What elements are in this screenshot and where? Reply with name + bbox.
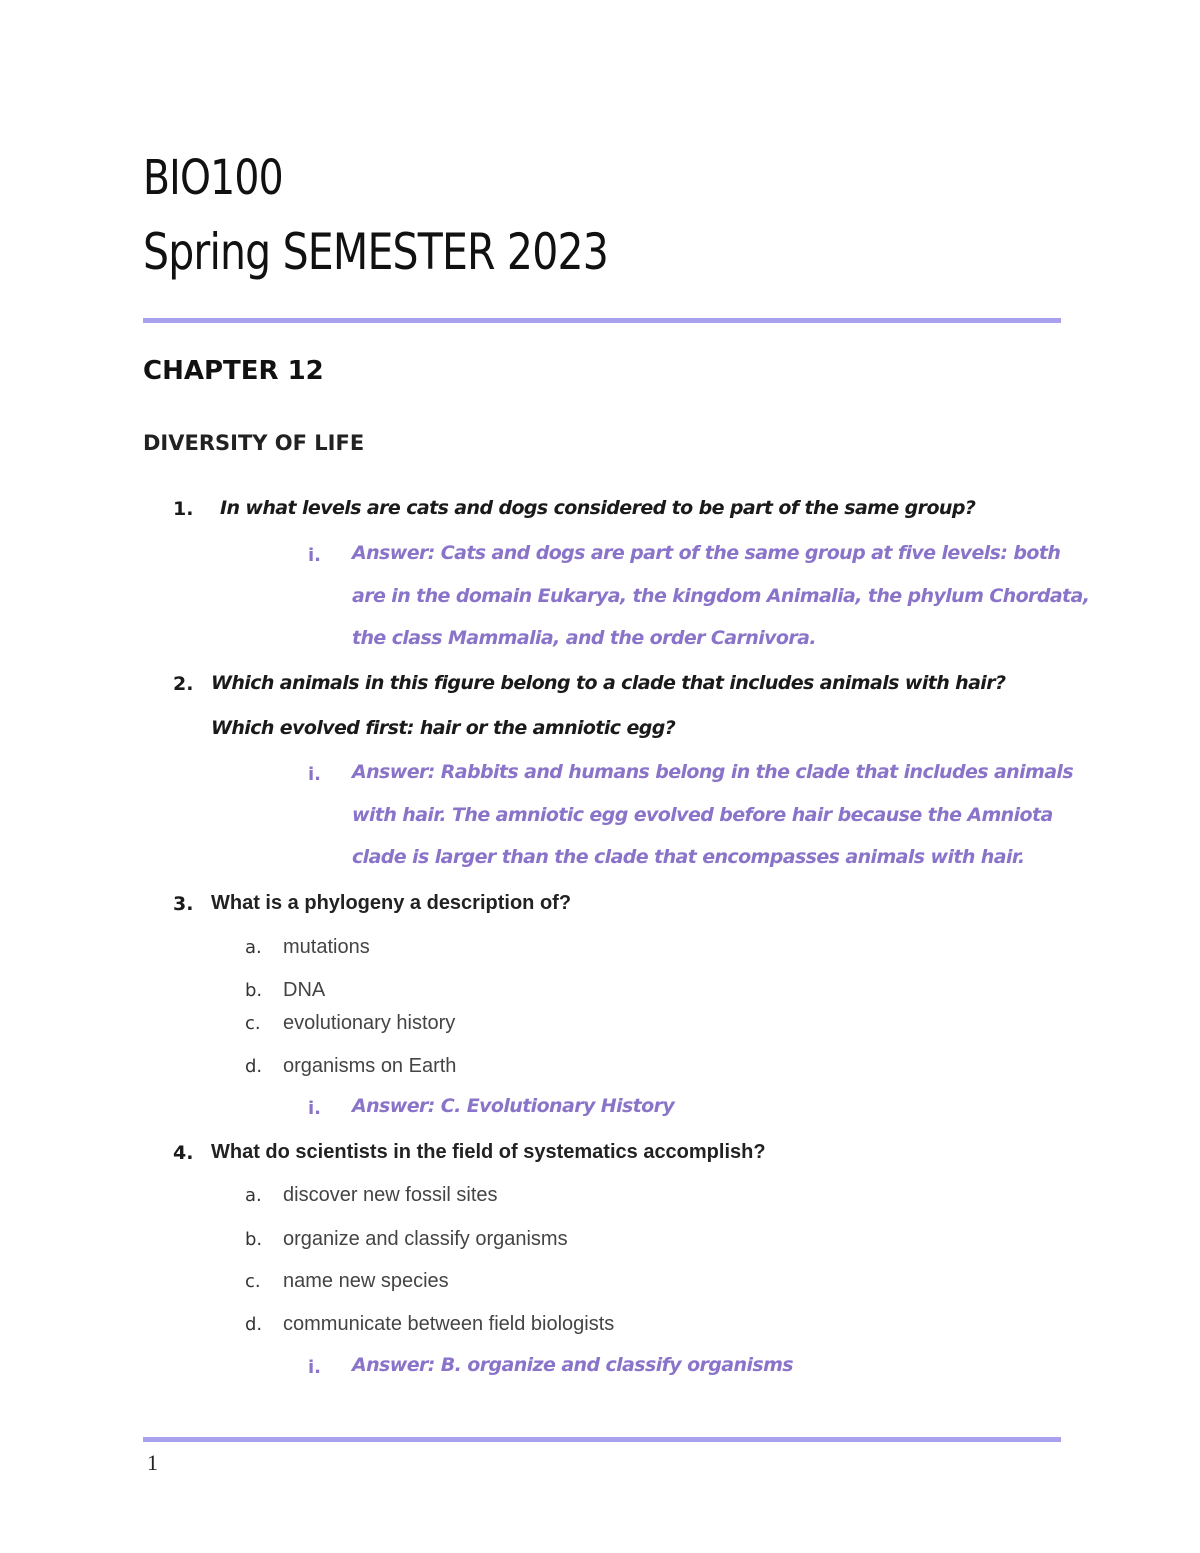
page-number: 1 (147, 1450, 158, 1475)
option-text: organisms on Earth (283, 1055, 457, 1077)
answer-text: the class Mammalia, and the order Carnivora. (352, 627, 816, 649)
option-letter: a. (245, 937, 262, 958)
answer-text: are in the domain Eukarya, the kingdom Animalia, the phylum Chordata, (352, 585, 1090, 607)
option-letter: d. (245, 1314, 263, 1335)
question-text: Which evolved first: hair or the amniotic egg? (211, 717, 676, 739)
answer-text: Answer: Rabbits and humans belong in the clade that includes animals (352, 761, 1074, 783)
option-letter: c. (245, 1013, 261, 1034)
question-text: Which animals in this figure belong to a clade that includes animals with hair? (211, 672, 1006, 694)
option-letter: a. (245, 1185, 262, 1206)
header-divider (143, 318, 1061, 323)
answer-number: i. (308, 764, 322, 785)
chapter-heading: CHAPTER 12 (143, 356, 324, 386)
option-text: evolutionary history (283, 1012, 456, 1034)
question-text: What is a phylogeny a description of? (211, 892, 572, 914)
section-heading: DIVERSITY OF LIFE (143, 431, 365, 455)
answer-text: with hair. The amniotic egg evolved before hair because the Amniota (352, 804, 1053, 826)
question-number: 4. (173, 1142, 194, 1164)
answer-number: i. (308, 545, 322, 566)
question-number: 1. (173, 498, 194, 520)
option-letter: d. (245, 1056, 263, 1077)
option-letter: c. (245, 1271, 261, 1292)
option-text: discover new fossil sites (283, 1184, 498, 1206)
question-number: 3. (173, 893, 194, 915)
footer-divider (143, 1437, 1061, 1442)
option-text: organize and classify organisms (283, 1228, 568, 1250)
answer-text: clade is larger than the clade that encompasses animals with hair. (352, 846, 1025, 868)
option-text: mutations (283, 936, 370, 958)
option-text: name new species (283, 1270, 449, 1292)
option-letter: b. (245, 980, 263, 1001)
course-title: BIO100 (143, 150, 283, 206)
answer-number: i. (308, 1098, 322, 1119)
option-text: DNA (283, 979, 326, 1001)
option-text: communicate between field biologists (283, 1313, 615, 1335)
question-text: What do scientists in the field of systematics accomplish? (211, 1141, 766, 1163)
answer-number: i. (308, 1357, 322, 1378)
question-text: In what levels are cats and dogs considered to be part of the same group? (220, 497, 976, 519)
option-letter: b. (245, 1229, 263, 1250)
answer-text: Answer: Cats and dogs are part of the same group at five levels: both (352, 542, 1061, 564)
answer-text: Answer: B. organize and classify organisms (352, 1354, 793, 1376)
answer-text: Answer: C. Evolutionary History (352, 1095, 675, 1117)
semester-title: Spring SEMESTER 2023 (143, 223, 608, 281)
question-number: 2. (173, 673, 194, 695)
